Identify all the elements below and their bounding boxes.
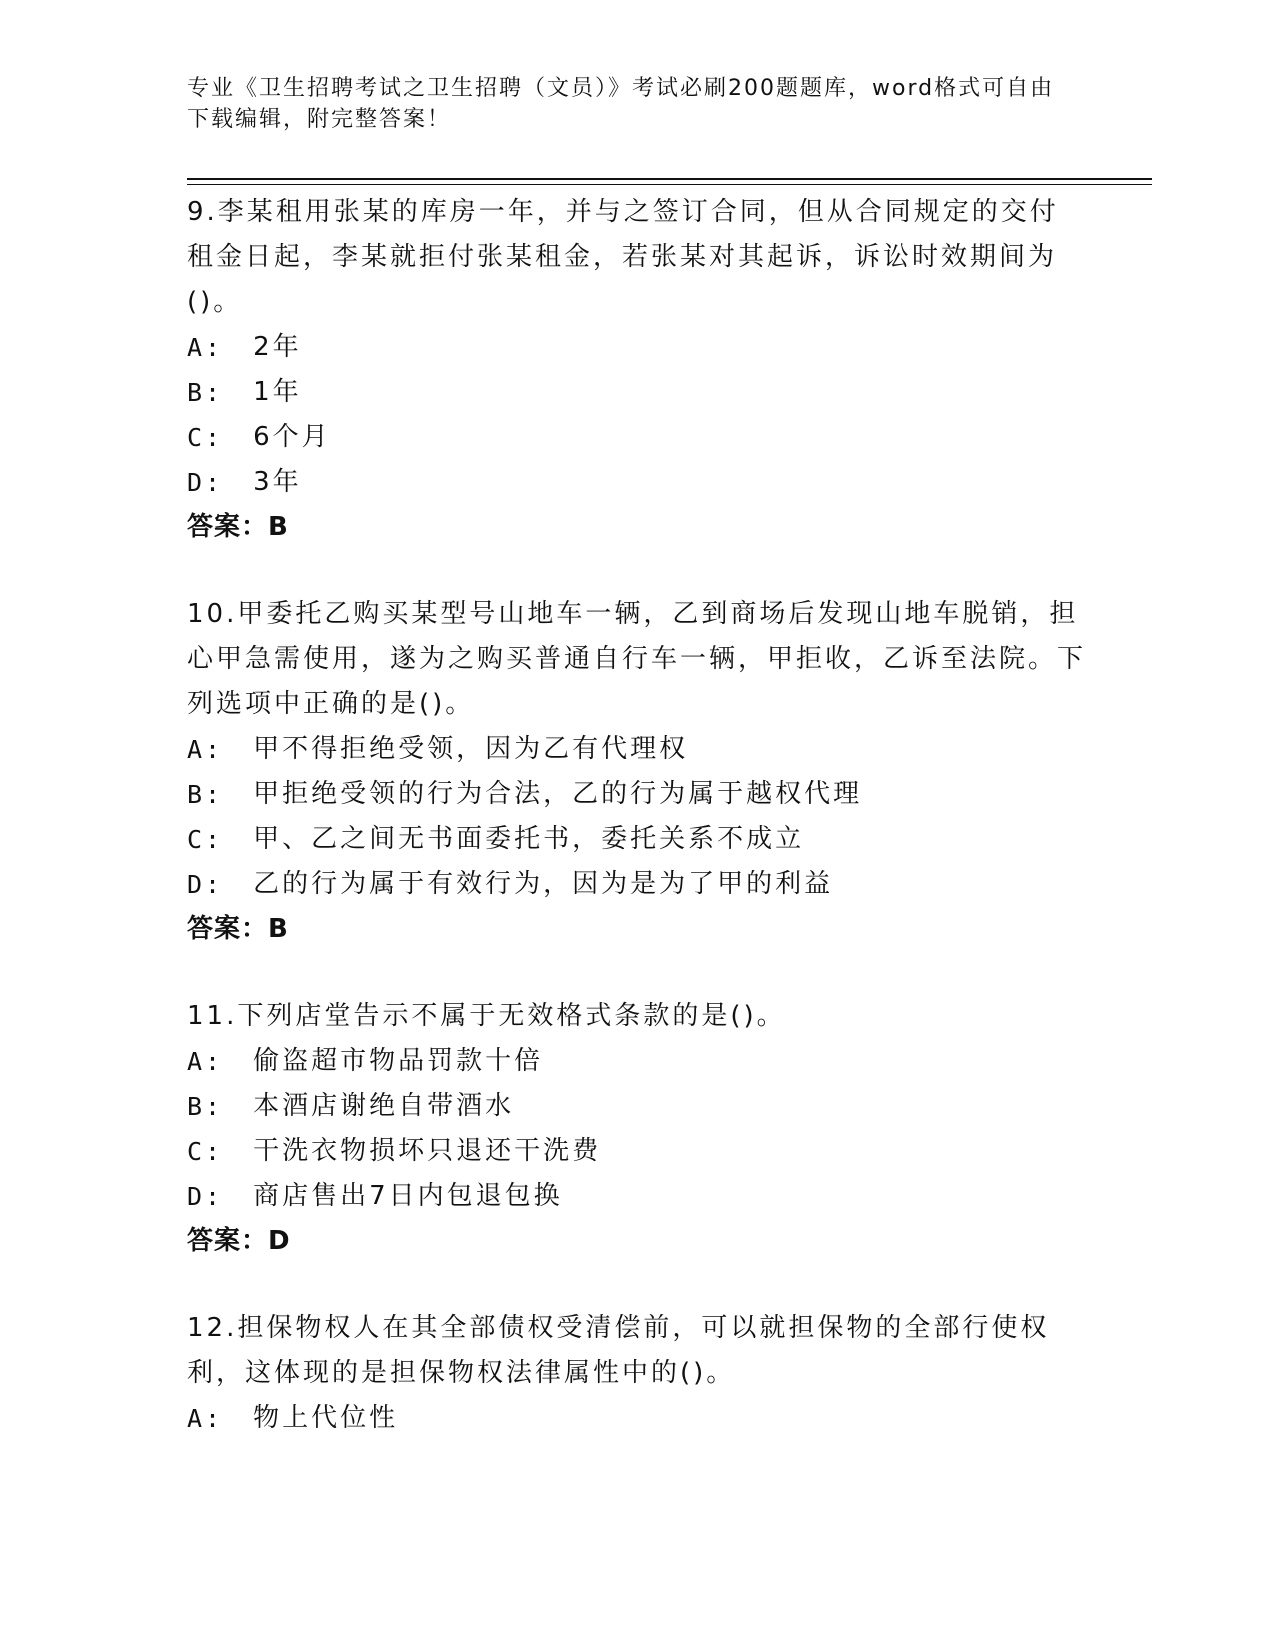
option-text: 3年	[253, 467, 302, 497]
question-text: 10.甲委托乙购买某型号山地车一辆，乙到商场后发现山地车脱销，担心甲急需使用，遂为之购买普通自行车一辆，甲拒收，乙诉至法院。下列选项中正确的是()。	[187, 599, 1087, 719]
question-10	[187, 592, 1087, 952]
option-d	[187, 460, 1087, 505]
option-a	[187, 1396, 1087, 1441]
document-header	[187, 73, 1067, 135]
option-text: 商店售出7日内包退包换	[253, 1181, 563, 1211]
option-text: 乙的行为属于有效行为，因为是为了甲的利益	[253, 869, 834, 899]
header-rule-thick	[187, 178, 1152, 180]
option-c	[187, 415, 1087, 460]
option-b	[187, 1084, 1087, 1129]
option-text: 2年	[253, 332, 302, 362]
option-letter: A:	[187, 1047, 224, 1076]
header-text: 专业《卫生招聘考试之卫生招聘（文员）》考试必刷200题题库，word格式可自由下载编辑，附完整答案！	[187, 76, 1055, 132]
option-letter: D:	[187, 1182, 224, 1211]
option-text: 偷盗超市物品罚款十倍	[253, 1046, 544, 1076]
option-b	[187, 772, 1087, 817]
question-text: 9.李某租用张某的库房一年，并与之签订合同，但从合同规定的交付租金日起，李某就拒付张某租金，若张某对其起诉，诉讼时效期间为()。	[187, 197, 1059, 317]
question-text: 11.下列店堂告示不属于无效格式条款的是()。	[187, 1001, 786, 1031]
option-text: 甲拒绝受领的行为合法，乙的行为属于越权代理	[253, 779, 863, 809]
answer-line: 答案：D	[187, 1226, 291, 1256]
option-letter: C:	[187, 1137, 224, 1166]
question-11	[187, 994, 1087, 1264]
option-text: 甲不得拒绝受领，因为乙有代理权	[253, 734, 689, 764]
option-letter: A:	[187, 735, 224, 764]
question-9	[187, 190, 1087, 550]
option-a	[187, 325, 1087, 370]
option-a	[187, 1039, 1087, 1084]
option-letter: D:	[187, 468, 224, 497]
option-text: 干洗衣物损坏只退还干洗费	[253, 1136, 602, 1166]
option-letter: D:	[187, 870, 224, 899]
option-text: 6个月	[253, 422, 331, 452]
option-text: 本酒店谢绝自带酒水	[253, 1091, 515, 1121]
option-letter: B:	[187, 780, 224, 809]
option-text: 甲、乙之间无书面委托书，委托关系不成立	[253, 824, 805, 854]
question-12	[187, 1306, 1087, 1441]
option-d	[187, 1174, 1087, 1219]
question-text: 12.担保物权人在其全部债权受清偿前，可以就担保物的全部行使权利，这体现的是担保物权法律属性中的()。	[187, 1313, 1050, 1388]
option-letter: A:	[187, 333, 224, 362]
option-c	[187, 817, 1087, 862]
option-d	[187, 862, 1087, 907]
option-letter: B:	[187, 1092, 224, 1121]
answer-line: 答案：B	[187, 512, 289, 542]
question-list	[187, 190, 1087, 1483]
option-letter: C:	[187, 423, 224, 452]
option-letter: C:	[187, 825, 224, 854]
option-c	[187, 1129, 1087, 1174]
header-rule-thin	[187, 184, 1152, 185]
option-letter: B:	[187, 378, 224, 407]
answer-line: 答案：B	[187, 914, 289, 944]
option-text: 1年	[253, 377, 302, 407]
option-a	[187, 727, 1087, 772]
option-letter: A:	[187, 1404, 224, 1433]
option-b	[187, 370, 1087, 415]
option-text: 物上代位性	[253, 1403, 399, 1433]
